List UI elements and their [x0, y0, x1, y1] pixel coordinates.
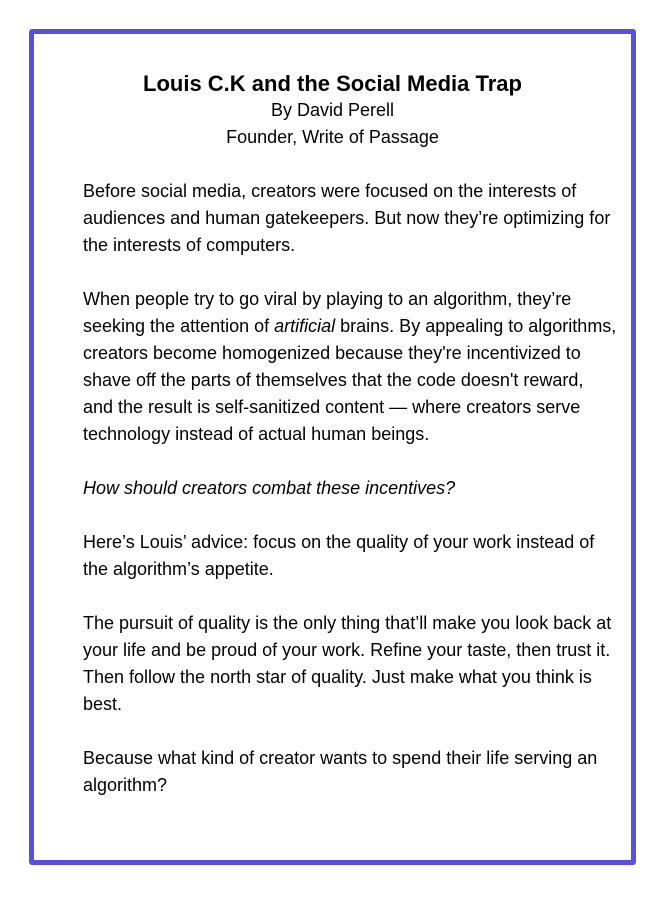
article-title: Louis C.K and the Social Media Trap [143, 71, 522, 96]
byline: By David Perell [270, 100, 395, 120]
paragraph-2-text-end: brains. By appealing to algorithms, creators become homogenized because they're incentivized to shave off the parts of themselves that the code doesn't reward, and the result is self-sanitized content — where creators serve technology instead of actual human beings. [83, 316, 617, 444]
emphasis-artificial: artificial [274, 316, 336, 336]
paragraph-2-text-start: When people try to go viral by playing to an algorithm, they’re seeking the attention of [83, 289, 572, 336]
paragraph-3-question: How should creators combat these incentives? [83, 478, 456, 498]
paragraph-5: The pursuit of quality is the only thing that’ll make you look back at your life and be proud of your work. Refine your taste, then trust it. Then follow the north star of quality. Just make what you think is best. [83, 613, 612, 714]
article-header [34, 71, 631, 151]
paragraph-1: Before social media, creators were focused on the interests of audiences and human gatekeepers. But now they’re optimizing for the interests of computers. [83, 181, 611, 255]
author-affiliation: Founder, Write of Passage [226, 127, 439, 147]
paragraph-2 [83, 286, 618, 448]
paragraph-6: Because what kind of creator wants to spend their life serving an algorithm? [83, 748, 598, 795]
article-card [29, 29, 636, 865]
paragraph-4: Here’s Louis’ advice: focus on the quality of your work instead of the algorithm’s appetite. [83, 532, 595, 579]
article-body [83, 178, 618, 799]
